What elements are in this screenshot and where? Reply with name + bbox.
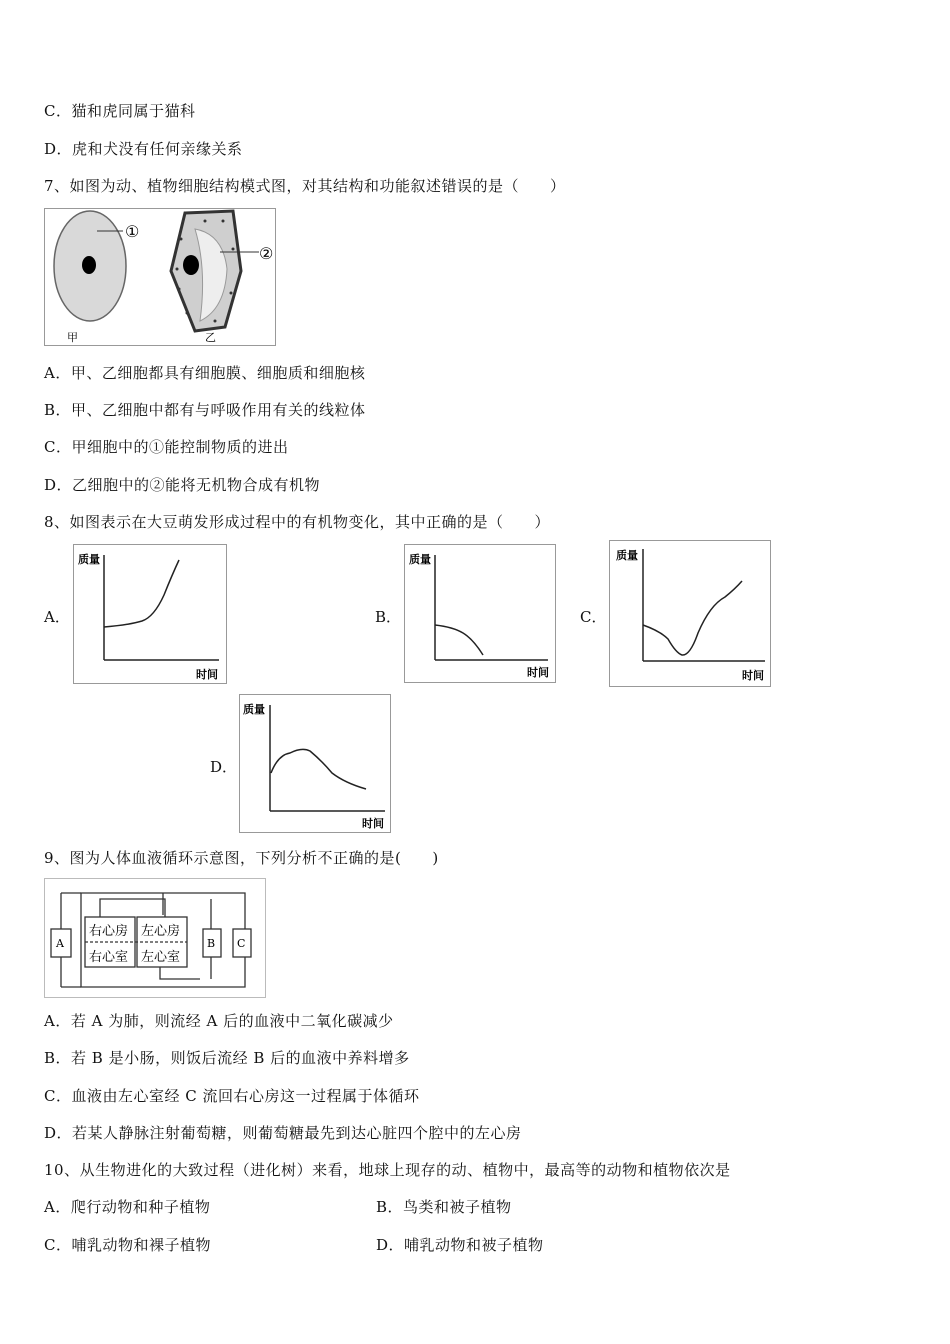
q10-option-b: B．鸟类和被子植物 [376, 1198, 512, 1216]
q7-option-a: A．甲、乙细胞都具有细胞膜、细胞质和细胞核 [44, 364, 366, 382]
q7-cell-figure [44, 208, 276, 346]
q8-option-d-label: D． [210, 758, 238, 776]
q9-option-d: D．若某人静脉注射葡萄糖，则葡萄糖最先到达心脏四个腔中的左心房 [44, 1124, 522, 1142]
q8-option-b-label: B． [375, 608, 402, 626]
curve-d [271, 749, 366, 789]
q8-option-c-label: C． [580, 608, 607, 626]
q8-option-a-label: A． [44, 608, 70, 626]
right-atrium-label: 右心房 [89, 924, 129, 939]
svg-text:质量: 质量 [78, 553, 100, 566]
label-1: ① [125, 222, 140, 241]
q8-graph-c [609, 540, 771, 687]
q10-option-d: D．哺乳动物和被子植物 [376, 1236, 544, 1254]
q7-stem: 7、如图为动、植物细胞结构模式图，对其结构和功能叙述错误的是（ ） [44, 177, 566, 195]
q10-stem: 10、从生物进化的大致过程（进化树）来看，地球上现存的动、植物中，最高等的动物和植物依次是 [44, 1161, 731, 1179]
q7-option-b: B．甲、乙细胞中都有与呼吸作用有关的线粒体 [44, 401, 366, 419]
organ-c-label: C [237, 937, 246, 950]
q10-option-c: C．哺乳动物和裸子植物 [44, 1236, 211, 1254]
q9-circulation-figure [44, 878, 266, 998]
animal-cell-nucleus [82, 256, 96, 274]
q6-option-c: C．猫和虎同属于猫科 [44, 102, 196, 120]
cell-label-a: 甲 [67, 331, 78, 344]
q6-option-d: D．虎和犬没有任何亲缘关系 [44, 140, 243, 158]
q9-option-a: A．若 A 为肺，则流经 A 后的血液中二氧化碳减少 [44, 1012, 394, 1030]
svg-text:时间: 时间 [527, 666, 549, 679]
q8-stem: 8、如图表示在大豆萌发形成过程中的有机物变化，其中正确的是（ ） [44, 513, 551, 531]
left-atrium-label: 左心房 [141, 924, 181, 939]
q10-option-a: A．爬行动物和种子植物 [44, 1198, 211, 1216]
svg-text:质量: 质量 [243, 703, 265, 716]
svg-text:时间: 时间 [742, 669, 764, 682]
svg-text:时间: 时间 [362, 817, 384, 830]
svg-text:质量: 质量 [409, 553, 431, 566]
curve-c [643, 581, 742, 655]
organ-b-label: B [207, 937, 216, 950]
q9-stem: 9、图为人体血液循环示意图，下列分析不正确的是( ) [44, 849, 439, 867]
right-ventricle-label: 右心室 [89, 950, 129, 965]
q8-graph-a [73, 544, 227, 684]
q7-option-c: C．甲细胞中的①能控制物质的进出 [44, 438, 289, 456]
plant-cell-nucleus [183, 255, 199, 275]
organ-a-label: A [56, 937, 64, 950]
curve-a [104, 560, 179, 627]
q8-graph-b [404, 544, 556, 683]
svg-text:质量: 质量 [616, 549, 638, 562]
q7-option-d: D．乙细胞中的②能将无机物合成有机物 [44, 476, 321, 494]
curve-b [435, 625, 483, 655]
label-2: ② [259, 244, 274, 263]
cell-label-b: 乙 [205, 331, 216, 344]
q9-option-b: B．若 B 是小肠，则饭后流经 B 后的血液中养料增多 [44, 1049, 410, 1067]
q9-option-c: C．血液由左心室经 C 流回右心房这一过程属于体循环 [44, 1087, 420, 1105]
svg-text:时间: 时间 [196, 668, 218, 681]
left-ventricle-label: 左心室 [141, 950, 181, 965]
q8-graph-d [239, 694, 391, 833]
